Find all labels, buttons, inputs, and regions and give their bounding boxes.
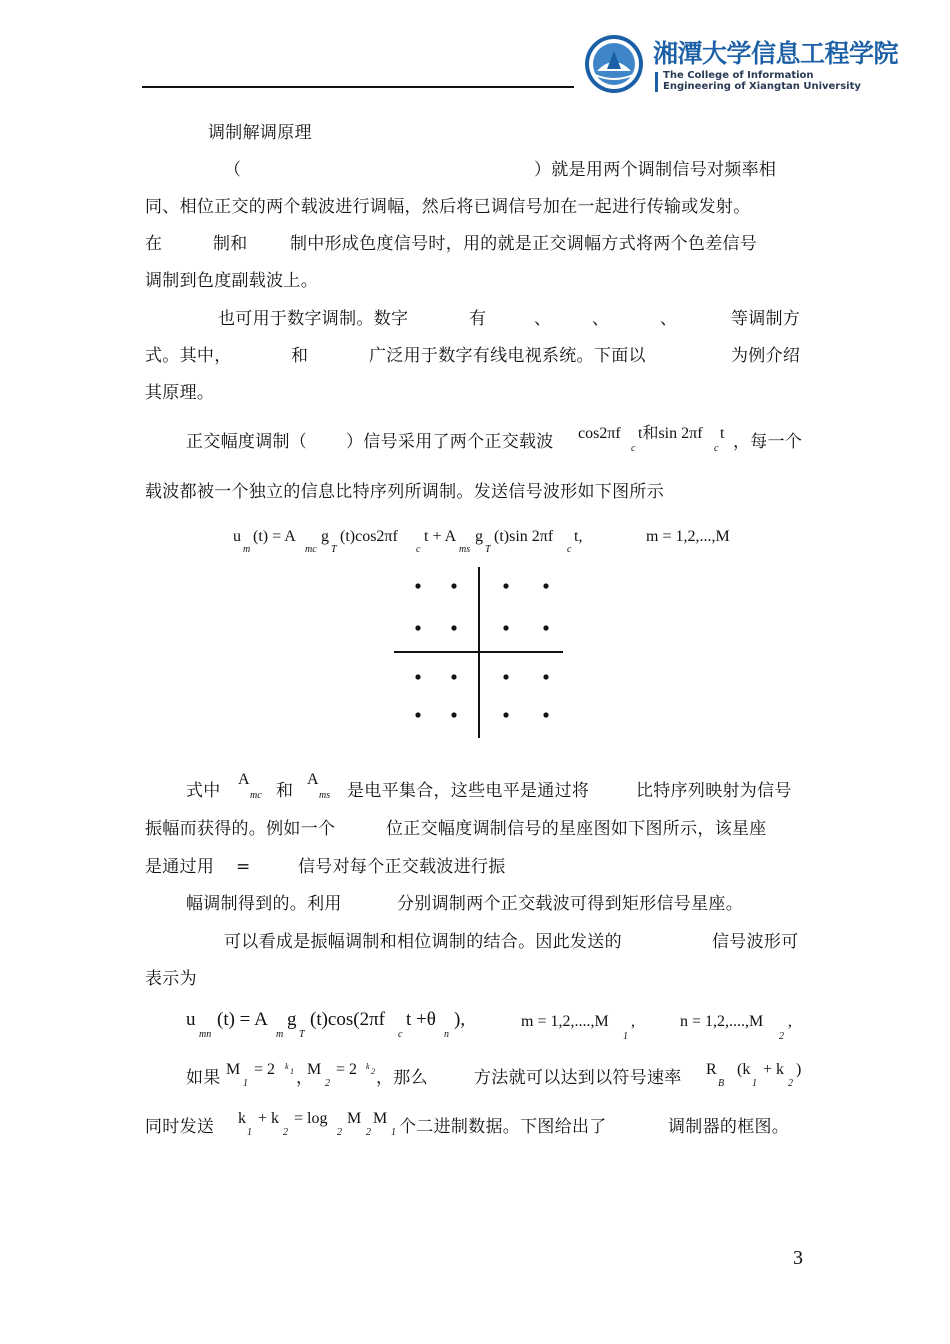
school-name-en-1: The College of Information	[663, 70, 814, 81]
kexpr-k2-sub: 2	[283, 1127, 288, 1138]
m2-sub: 2	[325, 1078, 330, 1089]
eq2-sub-c: c	[398, 1029, 403, 1040]
kexpr-k1: k	[238, 1110, 246, 1127]
eq2-range-m: m = 1,2,....,M	[521, 1013, 609, 1030]
p6-l1a: 如果	[186, 1068, 221, 1088]
eq1-p1: (t) = A	[253, 528, 296, 545]
p2-l2d: 为例介绍	[731, 346, 801, 366]
p6-l1c: ，那么	[376, 1068, 428, 1088]
ams-sub: ms	[319, 790, 331, 801]
eq1-sub-c: c	[416, 544, 421, 555]
m1-k: k	[285, 1062, 289, 1071]
m2-M: M	[307, 1061, 322, 1078]
constellation-point	[503, 583, 508, 588]
constellation-point	[415, 583, 420, 588]
kexpr-log-base: 2	[337, 1127, 342, 1138]
constellation-point	[503, 625, 508, 630]
p6-l1d: 方法就可以达到以符号速率	[474, 1068, 682, 1088]
rb-sub-2: 2	[788, 1078, 793, 1089]
kexpr-M1-sub: 1	[391, 1127, 396, 1138]
constellation-point	[415, 625, 420, 630]
eq2-p2: (t)cos(2πf	[310, 1009, 386, 1030]
p1-l1b: ）就是用两个调制信号对频率相	[534, 160, 777, 180]
section-title: 调制解调原理	[208, 123, 312, 143]
constellation-diagram	[385, 560, 570, 745]
constellation-point	[503, 712, 508, 717]
rb-R: R	[706, 1061, 717, 1078]
amc-A: A	[238, 771, 250, 788]
p4-l3c: 信号对每个正交载波进行振	[298, 857, 506, 877]
eq2-sub-mn: mn	[199, 1029, 212, 1040]
p4-l4b: 分别调制两个正交载波可得到矩形信号星座。	[397, 894, 743, 914]
m1-sub: 1	[243, 1078, 248, 1089]
p2-l1f: 等调制方	[731, 309, 801, 329]
m1-M: M	[226, 1061, 241, 1078]
constellation-point	[543, 625, 548, 630]
rb-paren: (k	[737, 1061, 751, 1078]
eq2-range-m-end: ,	[631, 1013, 635, 1030]
p2-l2c: 广泛用于数字有线电视系统。下面以	[369, 346, 646, 366]
p2-l2b: 和	[291, 346, 309, 366]
p1-l2: 同、相位正交的两个载波进行调幅，然后将已调信号加在一起进行传输或发射。	[145, 197, 751, 217]
constellation-point	[543, 583, 548, 588]
p1-l1a: （	[224, 160, 242, 180]
eq2-range-m-sub: 1	[623, 1031, 628, 1042]
kexpr-k1-sub: 1	[247, 1127, 252, 1138]
eq1-u: u	[233, 528, 241, 545]
eq1-sub-T: T	[331, 544, 337, 555]
p6-l2c: 调制器的框图。	[668, 1117, 790, 1137]
eq1-range: m = 1,2,...,M	[646, 528, 730, 545]
p6-l2a: 同时发送	[145, 1117, 215, 1137]
constellation-point	[543, 674, 548, 679]
kexpr-M2-sub: 2	[366, 1127, 371, 1138]
rb-plus: + k	[763, 1061, 785, 1078]
p3-l1a: 正交幅度调制（	[186, 432, 308, 452]
rb-sub-1: 1	[752, 1078, 757, 1089]
ams-A: A	[307, 771, 319, 788]
m2-ks: 2	[371, 1067, 375, 1076]
university-seal-icon	[583, 33, 645, 95]
carrier-cos: cos2πf	[578, 425, 621, 442]
m2-k: k	[366, 1062, 370, 1071]
carrier-sub-c1: c	[631, 443, 636, 454]
p1-l3b: 制和	[213, 234, 248, 254]
p3-l1b: ）信号采用了两个正交载波	[346, 432, 554, 452]
p2-l3: 其原理。	[145, 383, 215, 403]
kexpr-M2: M	[347, 1110, 362, 1127]
eq2-g: g	[287, 1009, 297, 1030]
p1-l3c: 制中形成色度信号时，用的就是正交调幅方式将两个色差信号	[290, 234, 758, 254]
rb-sub-B: B	[718, 1078, 725, 1089]
eq1-sub-ms: ms	[459, 544, 471, 555]
p2-l1d: 、	[592, 309, 610, 329]
carrier-t: t	[720, 425, 725, 442]
p4-l2b: 位正交幅度调制信号的星座图如下图所示，该星座	[386, 819, 767, 839]
eq1-g: g	[321, 528, 329, 545]
constellation-point	[451, 674, 456, 679]
p4-l3a: 是通过用	[145, 857, 215, 877]
eq2-p4: ),	[454, 1009, 466, 1030]
p2-l1a: 也可用于数字调制。数字	[218, 309, 409, 329]
p1-l3a: 在	[145, 234, 163, 254]
m1-ks: 1	[290, 1067, 294, 1076]
eq2-sub-T: T	[299, 1029, 305, 1040]
p4-l1d: 比特序列映射为信号	[636, 781, 792, 801]
p6-l1b: ，	[296, 1068, 314, 1088]
p4-l1a: 式中	[186, 781, 221, 801]
eq1-sub-m: m	[243, 544, 251, 555]
p3-l2: 载波都被一个独立的信息比特序列所调制。发送信号波形如下图所示	[145, 482, 664, 502]
eq2-p3: t +θ	[406, 1009, 436, 1030]
constellation-point	[451, 583, 456, 588]
p6-l2b: 个二进制数据。下图给出了	[399, 1117, 607, 1137]
p5-l2: 表示为	[145, 969, 197, 989]
p4-l1c: 是电平集合，这些电平是通过将	[347, 781, 590, 801]
p5-l1a: 可以看成是振幅调制和相位调制的结合。因此发送的	[224, 932, 622, 952]
eq1-sub-c2: c	[567, 544, 572, 555]
constellation-point	[451, 712, 456, 717]
carrier-sin: t和sin 2πf	[638, 425, 703, 442]
p2-l1e: 、	[660, 309, 678, 329]
kexpr-M1: M	[373, 1110, 388, 1127]
carrier-sub-c2: c	[714, 443, 719, 454]
eq1-p3: t + A	[424, 528, 457, 545]
constellation-point	[415, 674, 420, 679]
kexpr-plus: + k	[258, 1110, 280, 1127]
eq1-sub-T2: T	[485, 544, 491, 555]
p4-l3b: =	[236, 857, 251, 877]
p2-l1c: 、	[534, 309, 552, 329]
constellation-point	[451, 625, 456, 630]
constellation-point	[415, 712, 420, 717]
constellation-point	[503, 674, 508, 679]
eq2-sub-n: n	[444, 1029, 449, 1040]
p4-l1b: 和	[276, 781, 294, 801]
brand-bar	[655, 72, 658, 92]
page-number: 3	[793, 1247, 803, 1269]
school-name-cn: 湘潭大学信息工程学院	[653, 39, 899, 68]
eq2-range-n-sub: 2	[779, 1031, 784, 1042]
p4-l4a: 幅调制得到的。利用	[186, 894, 342, 914]
eq2-sub-m: m	[276, 1029, 284, 1040]
p2-l2a: 式。其中，	[145, 346, 232, 366]
p4-l2a: 振幅而获得的。例如一个	[145, 819, 336, 839]
eq2-range-n-end: ,	[788, 1013, 792, 1030]
eq1-sub-mc: mc	[305, 544, 317, 555]
m2-eq: = 2	[336, 1061, 358, 1078]
school-name-en-2: Engineering of Xiangtan University	[663, 81, 861, 92]
eq1-p4: (t)sin 2πf	[494, 528, 554, 545]
p1-l4: 调制到色度副载波上。	[145, 271, 318, 291]
p2-l1b: 有	[469, 309, 487, 329]
p3-l1c: ，每一个	[733, 432, 803, 452]
rb-close: )	[796, 1061, 802, 1078]
amc-sub: mc	[250, 790, 262, 801]
eq2-range-n: n = 1,2,....,M	[680, 1013, 764, 1030]
eq2-u: u	[186, 1009, 196, 1030]
eq2-p1: (t) = A	[217, 1009, 268, 1030]
m1-eq: = 2	[254, 1061, 276, 1078]
eq1-p5: t,	[574, 528, 583, 545]
kexpr-log: = log	[294, 1110, 328, 1127]
eq1-g2: g	[475, 528, 483, 545]
eq1-p2: (t)cos2πf	[340, 528, 398, 545]
p5-l1b: 信号波形可	[712, 932, 799, 952]
header-rule	[142, 86, 574, 88]
constellation-point	[543, 712, 548, 717]
